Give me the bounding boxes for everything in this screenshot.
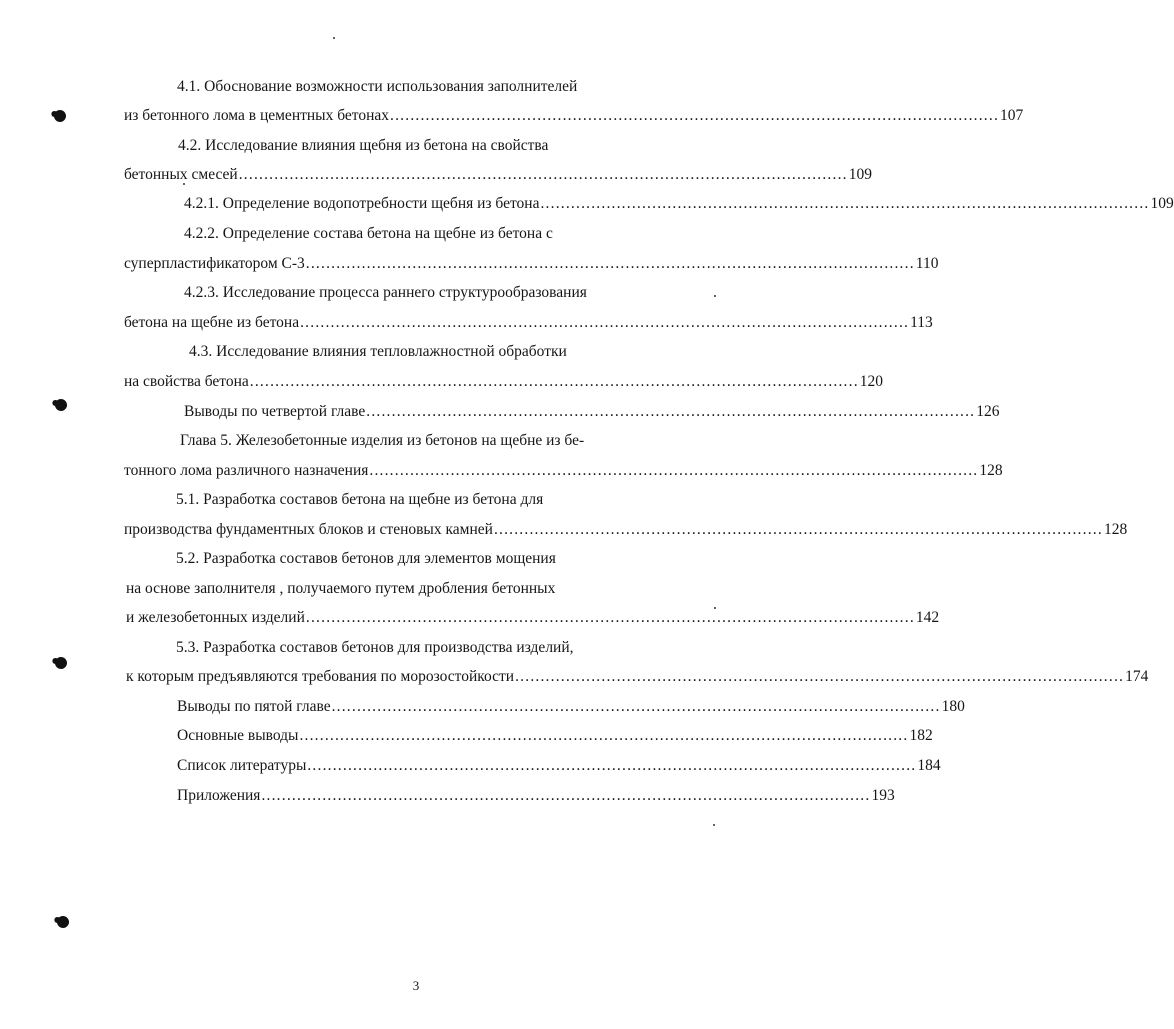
toc-entry (184, 401, 1000, 423)
scan-speck (713, 824, 715, 826)
toc-entry-title (0, 282, 798, 304)
toc-text: 5.1. Разработка составов бетона на щебне из бетона для (176, 491, 544, 508)
toc-leader: ........................................................................................................................ (331, 698, 941, 715)
toc-entry (124, 519, 1128, 541)
toc-entry (126, 607, 940, 629)
toc-text: 4.2. Исследование влияния щебня из бетона на свойства (178, 137, 549, 154)
toc-leader: ........................................................................................................................ (307, 757, 917, 774)
toc-text: 4.3. Исследование влияния тепловлажностной обработки (189, 343, 567, 360)
toc-leader: ........................................................................................................................ (305, 255, 915, 272)
page-number: 3 (412, 978, 420, 993)
toc-text: к которым предъявляются требования по морозостойкости (126, 668, 515, 685)
toc-page-number: 110 (915, 255, 939, 272)
toc-entry-title (0, 341, 798, 363)
toc-leader: ........................................................................................................................ (366, 403, 976, 420)
toc-entry-title (0, 578, 798, 600)
scan-speck (333, 37, 335, 39)
toc-text: 4.2.1. Определение водопотребности щебня из бетона (184, 195, 540, 212)
toc-page-number: 120 (859, 373, 884, 390)
toc-text: Глава 5. Железобетонные изделия из бетонов на щебне из бе- (180, 432, 585, 449)
toc-leader: ........................................................................................................................ (299, 727, 909, 744)
toc-text: на основе заполнителя , получаемого путем дробления бетонных (126, 580, 556, 597)
toc-page-number: 142 (915, 609, 940, 626)
punch-hole-mark (53, 397, 68, 412)
toc-entry (184, 193, 1174, 215)
toc-page-number: 113 (910, 314, 933, 331)
toc-page-number: 174 (1125, 668, 1149, 685)
toc-text: 5.3. Разработка составов бетонов для производства изделий, (176, 639, 574, 656)
toc-entry-title (0, 76, 798, 98)
toc-text: Список литературы (177, 757, 307, 774)
toc-entry-title (0, 135, 798, 157)
toc-text: производства фундаментных блоков и стеновых камней (124, 521, 493, 538)
toc-entry (177, 755, 941, 777)
toc-leader: ........................................................................................................................ (369, 462, 979, 479)
toc-text: на свойства бетона (124, 373, 249, 390)
toc-text: и железобетонных изделий (126, 609, 305, 626)
punch-hole-mark (52, 108, 67, 123)
toc-entry-title (0, 548, 798, 570)
toc-page-number: 184 (917, 757, 941, 774)
toc-entry-title (0, 430, 798, 452)
toc-text: 4.2.3. Исследование процесса раннего структурообразования (184, 284, 587, 301)
toc-page-number: 109 (848, 166, 872, 183)
toc-entry (126, 666, 1149, 688)
toc-entry (177, 696, 965, 718)
toc-leader: ........................................................................................................................ (238, 166, 848, 183)
toc-entry-title (0, 489, 798, 511)
toc-text: 5.2. Разработка составов бетонов для элементов мощения (176, 550, 556, 567)
toc-page-number: 182 (909, 727, 933, 744)
toc-text: Приложения (177, 787, 261, 804)
toc-entry (124, 105, 1024, 127)
toc-text: 4.2.2. Определение состава бетона на щебне из бетона с (184, 225, 553, 242)
toc-entry-title (0, 637, 798, 659)
toc-page-number: 109 (1150, 195, 1174, 212)
toc-leader: ........................................................................................................................ (249, 373, 859, 390)
toc-text: Выводы по пятой главе (177, 698, 331, 715)
toc-leader: ........................................................................................................................ (300, 314, 910, 331)
toc-entry (177, 725, 933, 747)
toc-page-number: 180 (941, 698, 965, 715)
toc-text: Основные выводы (177, 727, 299, 744)
toc-page-number: 128 (979, 462, 1003, 479)
toc-text: бетонных смесей (124, 166, 238, 183)
toc-text: бетона на щебне из бетона (124, 314, 300, 331)
toc-entry (124, 164, 872, 186)
toc-text: тонного лома различного назначения (124, 462, 369, 479)
toc-leader: ........................................................................................................................ (540, 195, 1150, 212)
toc-entry (124, 371, 884, 393)
toc-page-number: 126 (976, 403, 1000, 420)
toc-text: суперпластификатором С-3 (124, 255, 305, 272)
toc-text: из бетонного лома в цементных бетонах (124, 107, 390, 124)
toc-entry (124, 460, 1003, 482)
toc-entry (124, 312, 933, 334)
toc-leader: ........................................................................................................................ (390, 107, 1000, 124)
toc-leader: ........................................................................................................................ (261, 787, 871, 804)
toc-entry-title (0, 223, 798, 245)
punch-hole-mark (55, 914, 70, 929)
toc-text: 4.1. Обоснование возможности использования заполнителей (177, 78, 578, 95)
toc-text: Выводы по четвертой главе (184, 403, 366, 420)
toc-page-number: 107 (1000, 107, 1024, 124)
toc-leader: ........................................................................................................................ (493, 521, 1103, 538)
toc-entry (177, 785, 895, 807)
toc-leader: ........................................................................................................................ (305, 609, 915, 626)
toc-leader: ........................................................................................................................ (515, 668, 1125, 685)
toc-page-number: 193 (871, 787, 895, 804)
toc-entry (124, 253, 939, 275)
toc-page-number: 128 (1103, 521, 1128, 538)
